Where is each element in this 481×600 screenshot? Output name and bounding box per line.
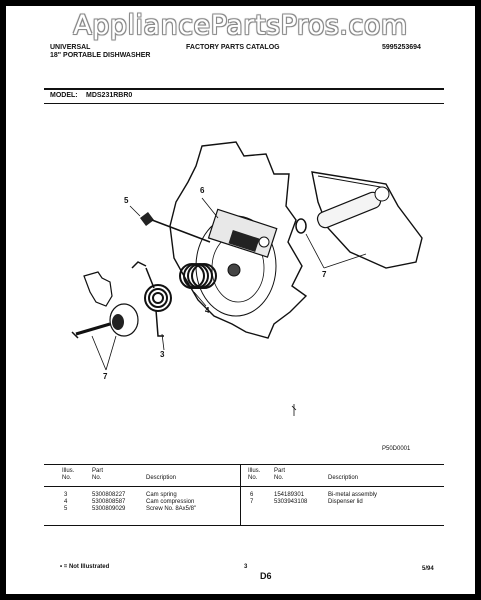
table-row-part: 154189301	[274, 492, 305, 498]
table-row-illus: 5	[64, 506, 68, 512]
watermark-text: AppliancePartsPros.com	[73, 10, 408, 41]
table-rule-header	[44, 486, 444, 487]
model-number: MDS231RBR0	[86, 92, 133, 99]
revision-date: 5/94	[422, 566, 434, 572]
model-label: MODEL:	[50, 92, 78, 99]
col-illus-right-header: Illus. No.	[248, 468, 261, 481]
table-row-illus: 7	[250, 499, 254, 505]
table-row-desc: Cam spring	[146, 492, 177, 498]
dispenser-cam-shape	[72, 272, 138, 338]
catalog-sheet	[6, 6, 475, 594]
table-row-part: 5303943108	[274, 499, 308, 505]
page-number: 3	[244, 564, 248, 570]
table-row-illus: 3	[64, 492, 68, 498]
col-part-right-header: Part No.	[274, 468, 286, 481]
table-row-part: 5300808227	[92, 492, 126, 498]
product-name: 18" PORTABLE DISHWASHER	[50, 52, 151, 59]
table-row-part: 5300809029	[92, 506, 126, 512]
o-ring-shape	[296, 219, 306, 233]
catalog-number: 5995253694	[382, 44, 421, 51]
table-row-desc: Bi-metal assembly	[328, 492, 378, 498]
figure-id: P50D0001	[382, 446, 411, 452]
table-row-illus: 4	[64, 499, 68, 505]
col-part-left-header: Part No.	[92, 468, 104, 481]
dispenser-lid-shape	[312, 172, 422, 268]
table-row-desc: Dispenser lid	[328, 499, 363, 505]
section-code: D6	[260, 571, 272, 581]
not-illustrated-note: • = Not Illustrated	[60, 564, 110, 570]
callout-3: 3	[160, 350, 165, 359]
col-desc-left-header: Description	[146, 475, 177, 481]
brand-name: UNIVERSAL	[50, 44, 91, 51]
callout-5: 5	[124, 196, 129, 205]
table-row-illus: 6	[250, 492, 254, 498]
table-row-part: 5300808587	[92, 499, 126, 505]
callout-6: 6	[200, 186, 205, 195]
col-desc-right-header: Description	[328, 475, 359, 481]
table-row-desc: Screw No. 8Ax5/8"	[146, 506, 197, 512]
callout-7-right: 7	[322, 270, 327, 279]
table-rule-bottom	[44, 525, 444, 526]
col-illus-left-header: Illus. No.	[62, 468, 75, 481]
catalog-title: FACTORY PARTS CATALOG	[186, 44, 280, 51]
callout-4: 4	[205, 306, 210, 315]
table-rule-top	[44, 464, 444, 465]
table-divider	[240, 465, 241, 525]
table-row-desc: Cam compression	[146, 499, 195, 505]
callout-7-left: 7	[103, 372, 108, 381]
scan-mark	[292, 404, 296, 416]
